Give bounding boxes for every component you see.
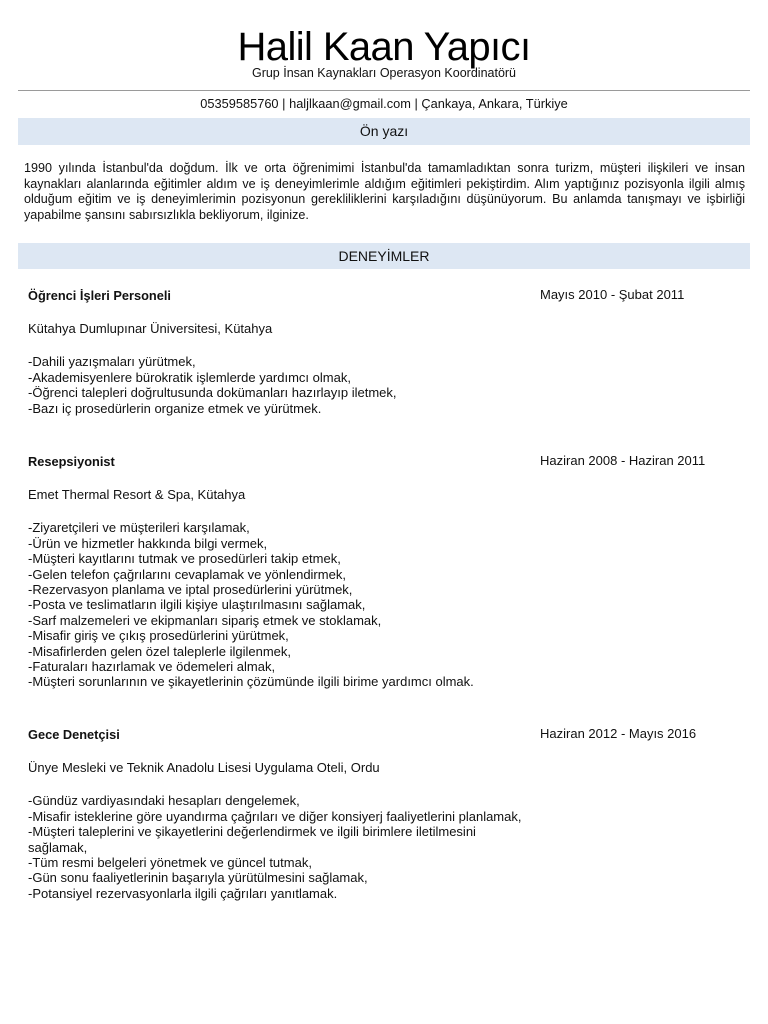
duty-item: -Sarf malzemeleri ve ekipmanları sipariş etmek ve stoklamak, — [28, 612, 382, 628]
experience-title: Öğrenci İşleri Personeli — [28, 288, 171, 303]
duty-item: -Posta ve teslimatların ilgili kişiye ulaştırılmasını sağlamak, — [28, 597, 366, 613]
experience-item — [28, 286, 728, 416]
contact-line — [0, 96, 768, 112]
experience-dates: Haziran 2012 - Mayıs 2016 — [540, 725, 697, 741]
duty-item: -Dahili yazışmaları yürütmek, — [28, 354, 196, 370]
phone-number: 05359585760 — [200, 96, 279, 111]
experience-item — [28, 725, 728, 901]
experience-header — [28, 286, 728, 306]
duty-item: -Gün sonu faaliyetlerinin başarıyla yürütülmesini sağlamak, — [28, 870, 368, 886]
duty-item: -Rezervasyon planlama ve iptal prosedürlerini yürütmek, — [28, 581, 353, 597]
experience-organization: Kütahya Dumlupınar Üniversitesi, Kütahya — [28, 321, 273, 336]
experience-duties — [28, 520, 526, 689]
duty-item: -Gelen telefon çağrılarını cevaplamak ve yönlendirmek, — [28, 566, 346, 582]
experience-organization: Ünye Mesleki ve Teknik Anadolu Lisesi Uygulama Oteli, Ordu — [28, 760, 380, 775]
duty-item: -Faturaları hazırlamak ve ödemeleri almak, — [28, 658, 276, 674]
duty-item: -Potansiyel rezervasyonlarla ilgili çağrıları yanıtlamak. — [28, 885, 338, 901]
contact-separator: | — [282, 96, 286, 111]
duty-item: -Tüm resmi belgeleri yönetmek ve güncel tutmak, — [28, 854, 312, 870]
experience-organization: Emet Thermal Resort & Spa, Kütahya — [28, 487, 246, 502]
duty-item: -Müşteri kayıtlarını tutmak ve prosedürleri takip etmek, — [28, 551, 341, 567]
experience-title: Gece Denetçisi — [28, 727, 120, 742]
experience-duties — [28, 354, 526, 416]
duty-item: -Bazı iç prosedürlerin organize etmek ve yürütmek. — [28, 400, 322, 416]
experience-header — [28, 452, 728, 472]
candidate-headline: Grup İnsan Kaynakları Operasyon Koordinatörü — [251, 66, 517, 80]
contact-separator: | — [414, 96, 418, 111]
experience-header — [28, 725, 728, 745]
duty-item: -Müşteri sorunlarının ve şikayetlerinin çözümünde ilgili birime yardımcı olmak. — [28, 674, 474, 690]
duty-item: -Akademisyenlere bürokratik işlemlerde yardımcı olmak, — [28, 369, 351, 385]
candidate-name: Halil Kaan Yapıcı — [237, 25, 531, 69]
email-address: haljlkaan@gmail.com — [289, 96, 411, 111]
experience-dates: Mayıs 2010 - Şubat 2011 — [540, 286, 685, 302]
duty-item: -Gündüz vardiyasındaki hesapları dengelemek, — [28, 793, 300, 809]
duty-item: -Öğrenci talepleri doğrultusunda dokümanları hazırlayıp iletmek, — [28, 385, 397, 401]
experience-dates: Haziran 2008 - Haziran 2011 — [540, 452, 706, 468]
experience-duties — [28, 793, 526, 901]
duty-item: -Ürün ve hizmetler hakkında bilgi vermek, — [28, 535, 268, 551]
duty-item: -Misafirlerden gelen özel taleplerle ilgilenmek, — [28, 643, 292, 659]
experience-item — [28, 452, 728, 690]
duty-item: -Misafir giriş ve çıkış prosedürlerini yürütmek, — [28, 628, 289, 644]
duty-item: -Misafir isteklerine göre uyandırma çağrıları ve diğer konsiyerj faaliyetlerini planlamak, — [28, 808, 522, 824]
header-divider — [18, 90, 750, 91]
duty-item: -Müşteri taleplerini ve şikayetlerini değerlendirmek ve ilgili birimlere iletilmesini sağlamak, — [28, 824, 476, 855]
experience-title: Resepsiyonist — [28, 454, 115, 469]
location: Çankaya, Ankara, Türkiye — [421, 96, 568, 111]
cover-letter-text: 1990 yılında İstanbul'da doğdum. İlk ve orta öğrenimimi İstanbul'da tamamladıktan sonra turizm, müşteri ilişkileri ve insan kaynakları alanlarında eğitimler aldım ve iş deneyimlerimle aldığım eğitimleri pekiştirdim. Alım yaptığınız pozisyonla ilgili almış olduğum eğitim ve iş deneyimlerimin pozisyonun gerekliliklerini karşıladığını düşünüyorum. Bu anlamda tanışmayı ve işbirliği yapabilme şansını sabırsızlıkla bekliyorum, ilginize. — [24, 161, 745, 222]
section-header-experience: DENEYİMLER — [18, 243, 750, 269]
section-header-cover-letter: Ön yazı — [18, 118, 750, 145]
duty-item: -Ziyaretçileri ve müşterileri karşılamak, — [28, 520, 250, 536]
